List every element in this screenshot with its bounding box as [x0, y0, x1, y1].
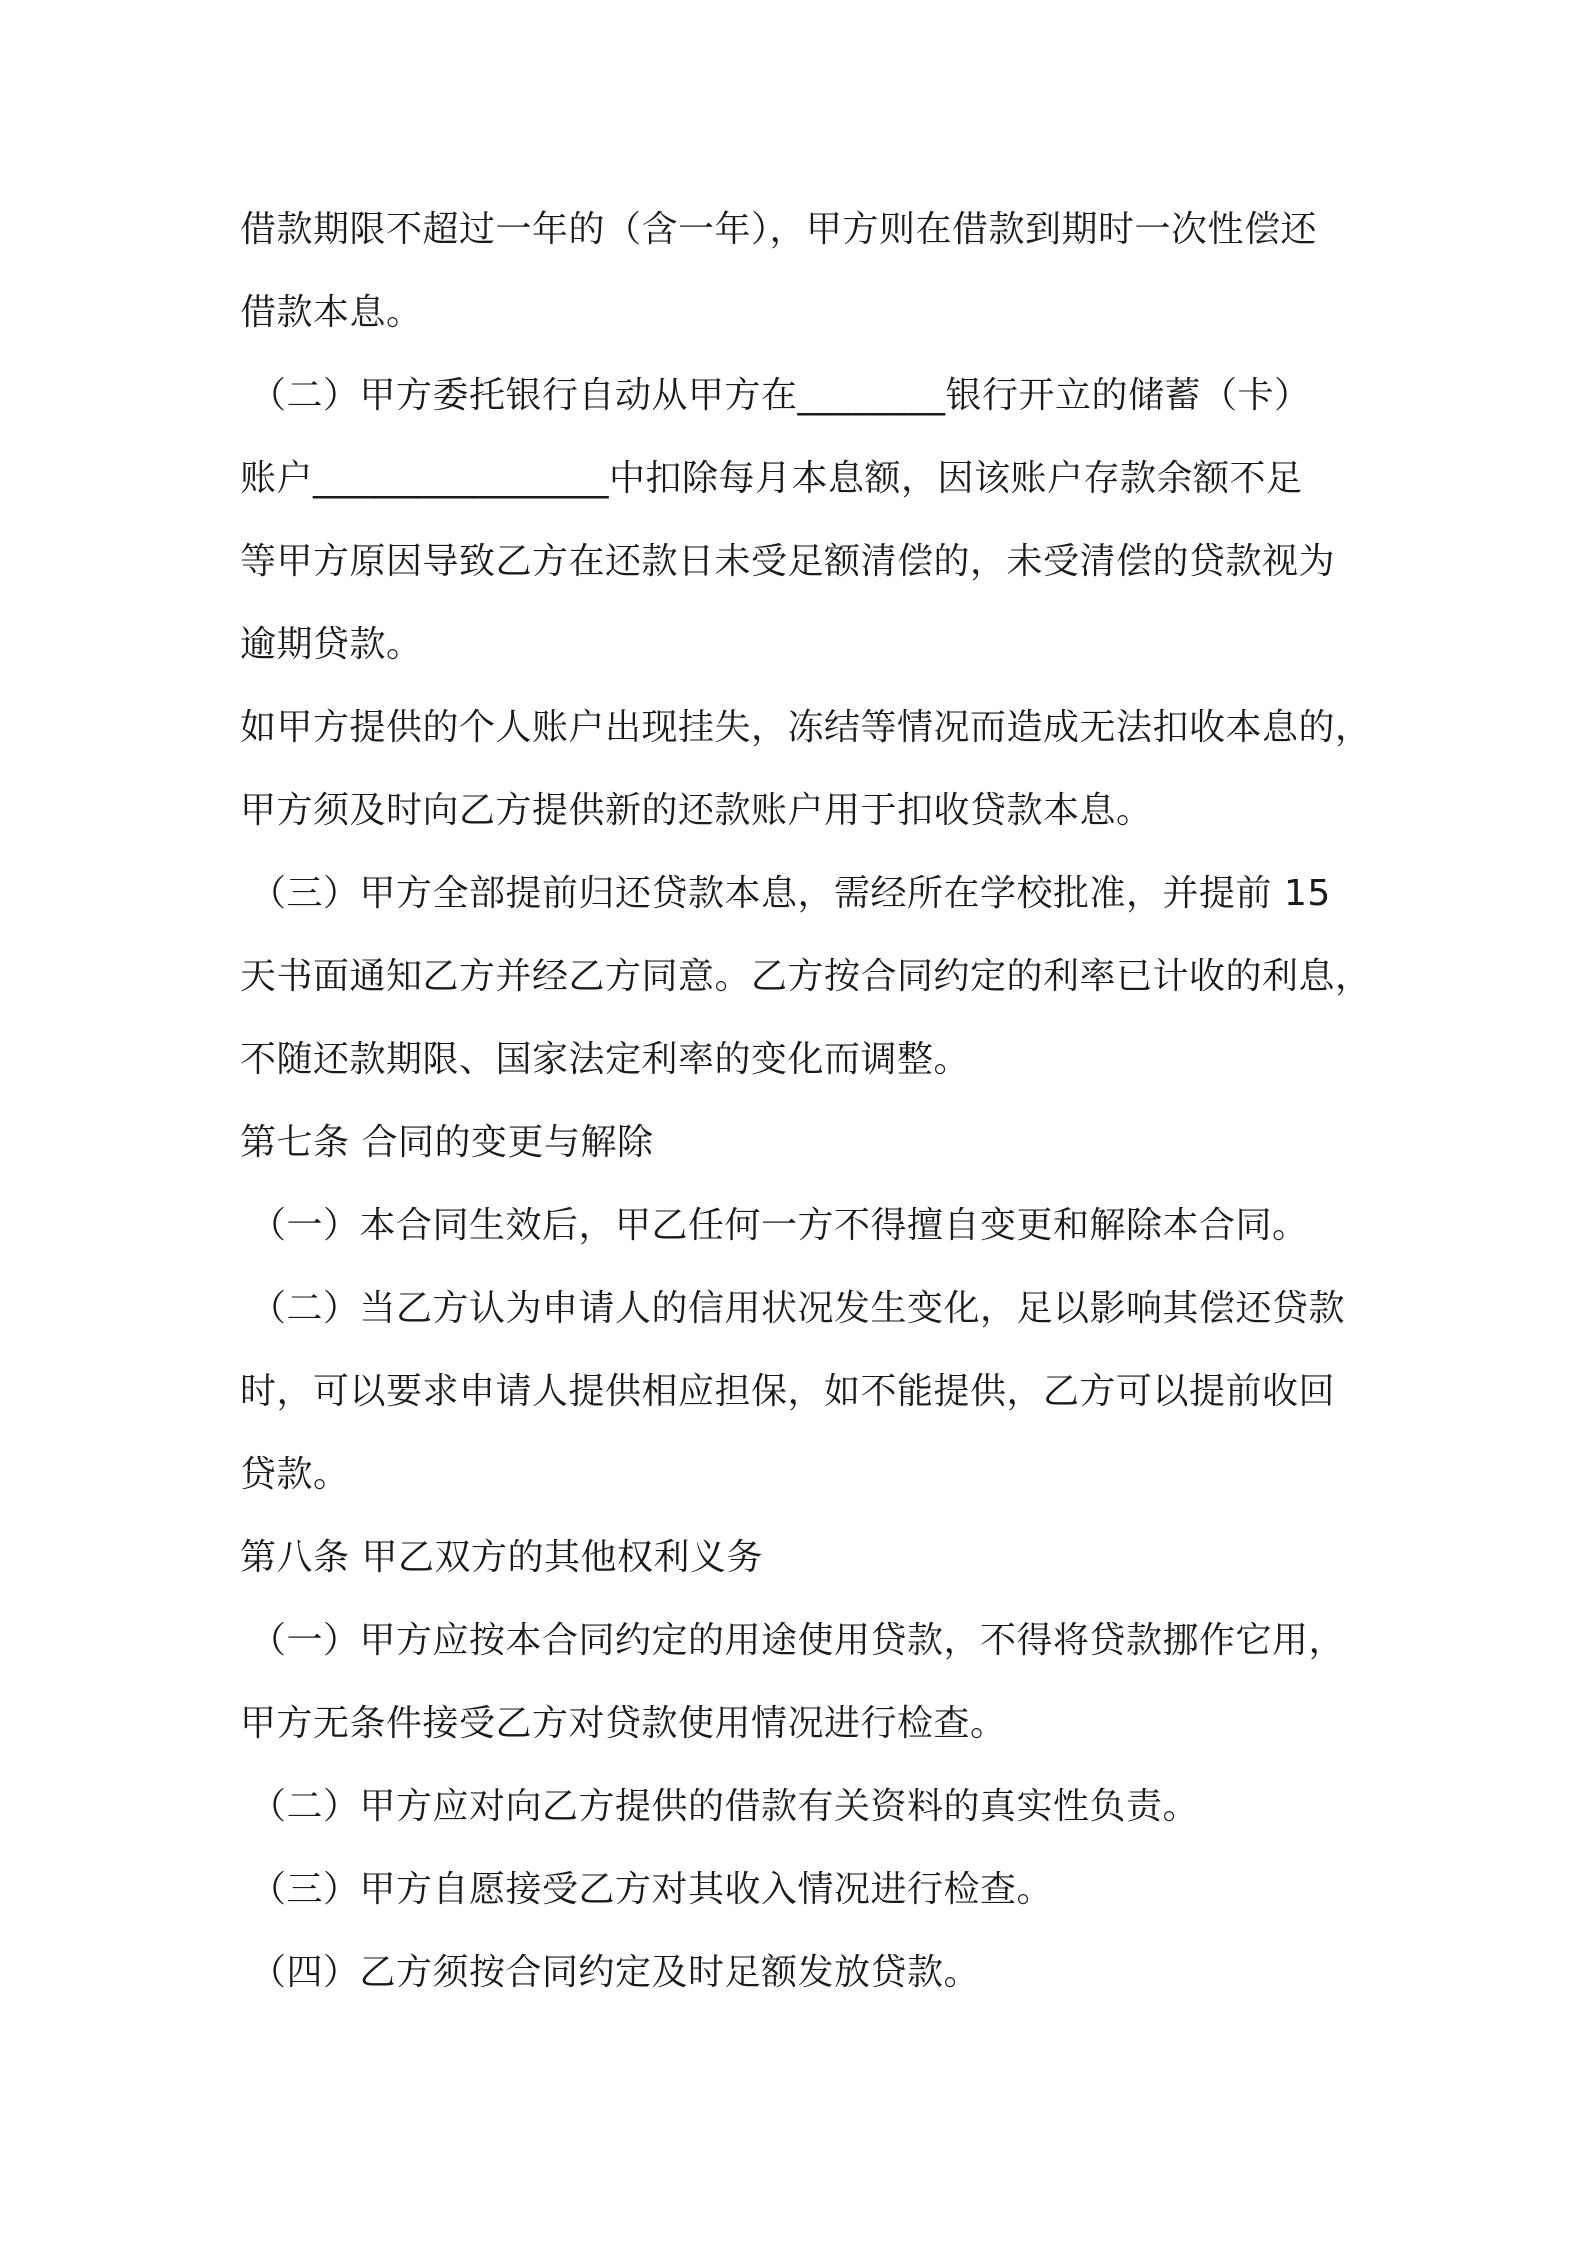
paragraph-line: 不随还款期限、国家法定利率的变化而调整。 — [240, 1039, 971, 1080]
clause-line: （二）甲方委托银行自动从甲方在________银行开立的储蓄（卡） — [250, 375, 1311, 416]
paragraph-line: 借款期限不超过一年的（含一年），甲方则在借款到期时一次性偿还 — [240, 209, 1318, 250]
paragraph-line: 甲方无条件接受乙方对贷款使用情况进行检查。 — [240, 1703, 1007, 1744]
article-heading: 第八条 甲乙双方的其他权利义务 — [240, 1537, 763, 1578]
clause-line: （三）甲方全部提前归还贷款本息，需经所在学校批准，并提前 15 — [250, 873, 1331, 914]
paragraph-line: 贷款。 — [240, 1454, 350, 1495]
paragraph-line: 如甲方提供的个人账户出现挂失，冻结等情况而造成无法扣收本息的， — [240, 707, 1372, 748]
clause-line: （三）甲方自愿接受乙方对其收入情况进行检查。 — [250, 1869, 1054, 1910]
paragraph-line: 天书面通知乙方并经乙方同意。乙方按合同约定的利率已计收的利息， — [240, 956, 1372, 997]
clause-line: （二）甲方应对向乙方提供的借款有关资料的真实性负责。 — [250, 1786, 1200, 1827]
paragraph-line: 逾期贷款。 — [240, 624, 423, 665]
clause-line: （四）乙方须按合同约定及时足额发放贷款。 — [250, 1952, 981, 1993]
paragraph-line: 账户________________中扣除每月本息额，因该账户存款余额不足 — [240, 458, 1303, 499]
clause-line: （二）当乙方认为申请人的信用状况发生变化，足以影响其偿还贷款 — [250, 1288, 1346, 1329]
paragraph-line: 甲方须及时向乙方提供新的还款账户用于扣收贷款本息。 — [240, 790, 1153, 831]
clause-line: （一）甲方应按本合同约定的用途使用贷款，不得将贷款挪作它用， — [250, 1620, 1346, 1661]
paragraph-line: 时，可以要求申请人提供相应担保，如不能提供，乙方可以提前收回 — [240, 1371, 1336, 1412]
clause-line: （一）本合同生效后，甲乙任何一方不得擅自变更和解除本合同。 — [250, 1205, 1309, 1246]
article-heading: 第七条 合同的变更与解除 — [240, 1122, 654, 1163]
paragraph-line: 借款本息。 — [240, 292, 423, 333]
paragraph-line: 等甲方原因导致乙方在还款日未受足额清偿的，未受清偿的贷款视为 — [240, 541, 1336, 582]
